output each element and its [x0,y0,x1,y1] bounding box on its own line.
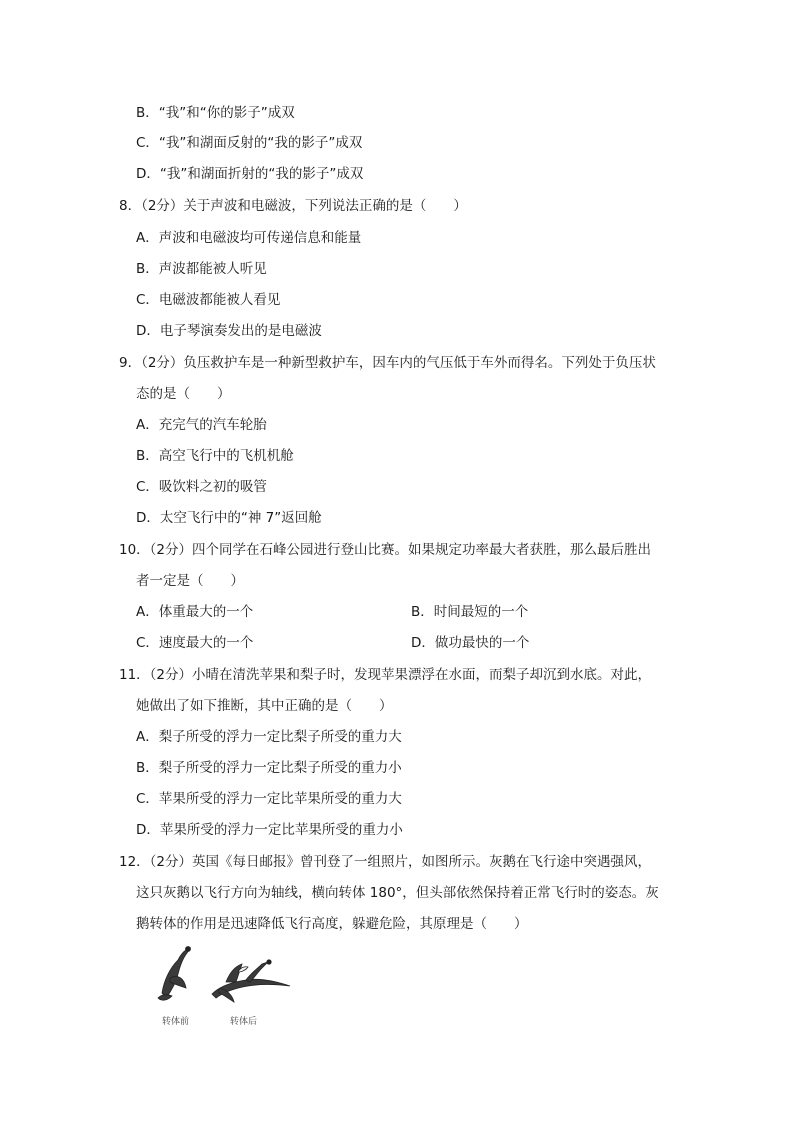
caption-before: 转体前 [162,1017,190,1027]
goose-illustration [150,938,300,1008]
q10-stem-line1: 10．（2分）四个同学在石峰公园进行登山比赛。如果规定功率最大者获胜，那么最后胜出 [119,542,652,558]
q11-option-a: A．梨子所受的浮力一定比梨子所受的重力大 [136,729,402,745]
q7-option-c: C．“我”和湖面反射的“我的影子”成双 [136,135,363,151]
q10-option-d: D．做功最快的一个 [411,635,530,651]
q8-stem: 8．（2分）关于声波和电磁波，下列说法正确的是（ ） [119,198,467,214]
q12-stem-line1: 12．（2分）英国《每日邮报》曾刊登了一组照片，如图所示。灰鹅在飞行途中突遇强风， [119,854,652,870]
q11-option-c: C．苹果所受的浮力一定比苹果所受的重力大 [136,791,402,807]
q9-option-d: D．太空飞行中的“神 7”返回舱 [136,510,322,526]
goose-figure [150,938,300,1028]
q9-stem-line1: 9．（2分）负压救护车是一种新型救护车，因车内的气压低于车外而得名。下列处于负压状 [119,355,656,371]
q7-option-b: B．“我”和“你的影子”成双 [136,105,295,121]
q9-option-b: B．高空飞行中的飞机机舱 [136,448,294,464]
q8-option-c: C．电磁波都能被人看见 [136,292,281,308]
caption-after: 转体后 [230,1017,258,1027]
q9-stem-line2: 态的是（ ） [136,386,231,402]
q11-stem-line1: 11．（2分）小晴在清洗苹果和梨子时，发现苹果漂浮在水面，而梨子却沉到水底。对此， [119,667,652,683]
q11-option-d: D．苹果所受的浮力一定比苹果所受的重力小 [136,822,403,838]
q11-stem-line2: 她做出了如下推断，其中正确的是（ ） [136,698,393,714]
q12-stem-line2: 这只灰鹅以飞行方向为轴线，横向转体 180°，但头部依然保持着正常飞行时的姿态。灰 [136,885,659,901]
q11-option-b: B．梨子所受的浮力一定比梨子所受的重力小 [136,760,402,776]
q8-option-d: D．电子琴演奏发出的是电磁波 [136,323,322,339]
goose-after-icon [212,960,290,1002]
q10-option-c: C．速度最大的一个 [136,635,254,651]
q9-option-c: C．吸饮料之初的吸管 [136,479,267,495]
q10-stem-line2: 者一定是（ ） [136,573,244,589]
q8-option-b: B．声波都能被人听见 [136,261,267,277]
q9-option-a: A．充完气的汽车轮胎 [136,417,267,433]
q10-option-b: B．时间最短的一个 [411,604,529,620]
goose-before-icon [158,947,191,1001]
q7-option-d: D．“我”和湖面折射的“我的影子”成双 [136,166,364,182]
q10-option-a: A．体重最大的一个 [136,604,254,620]
q12-stem-line3: 鹅转体的作用是迅速降低飞行高度，躲避危险，其原理是（ ） [136,916,528,932]
q8-option-a: A．声波和电磁波均可传递信息和能量 [136,230,362,246]
